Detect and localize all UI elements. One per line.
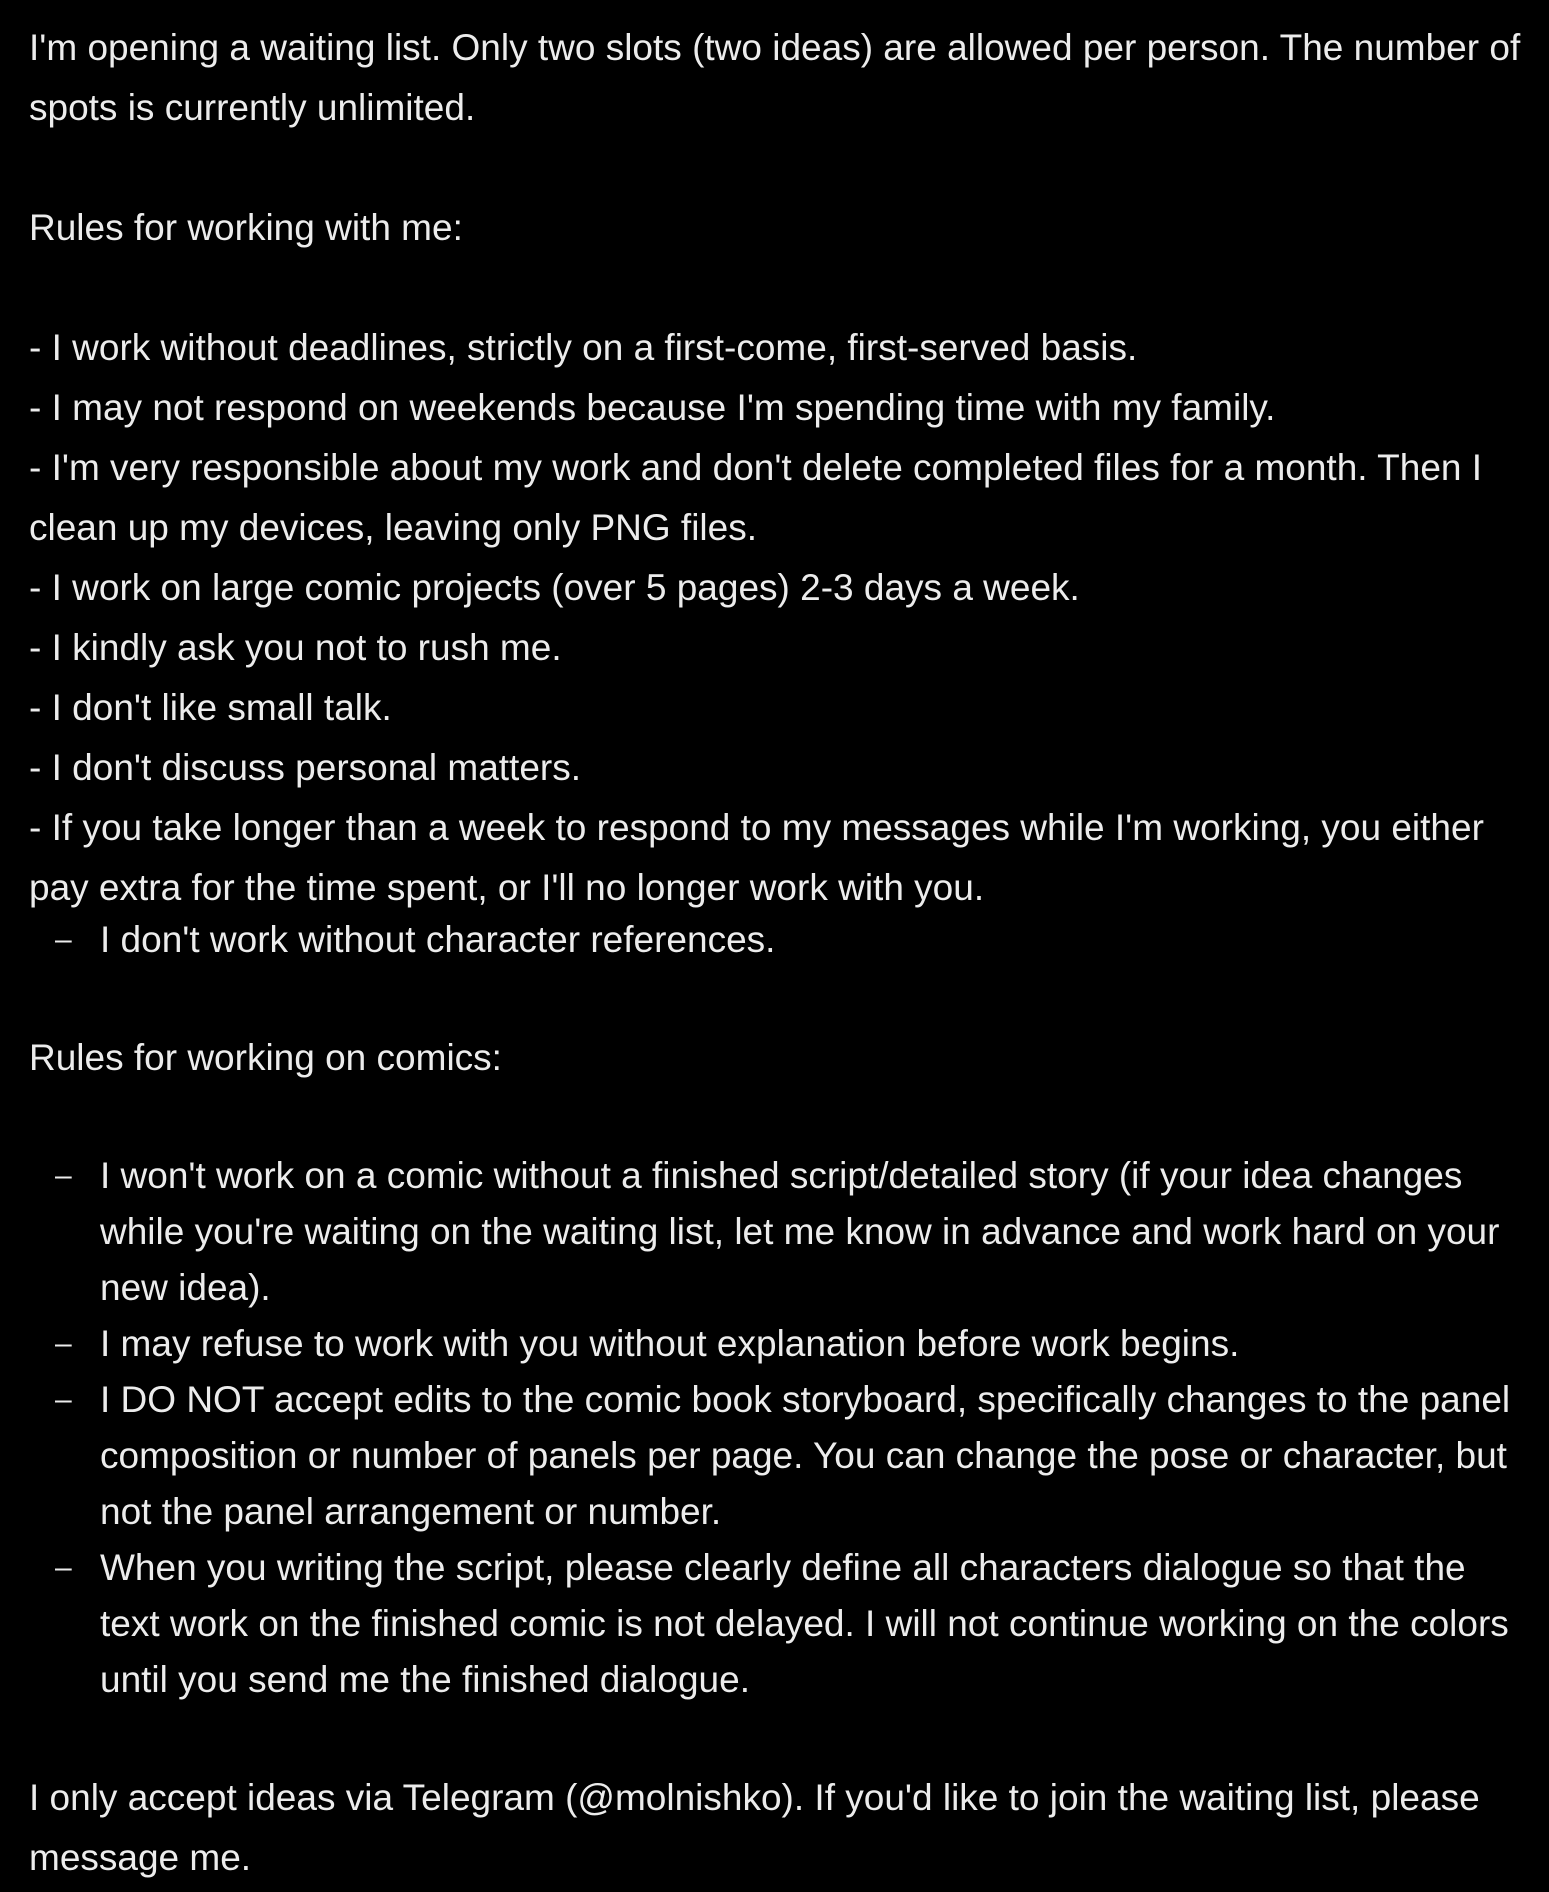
rule-item: - If you take longer than a week to respond to my messages while I'm working, you either pay extra for the time spent, or I'll no longer work with you. [29,807,1484,908]
rule-extra-item [29,912,1523,968]
spacer [29,138,1523,198]
comics-rule-text: When you writing the script, please clearly define all characters dialogue so that the text work on the finished comic is not delayed. I will not continue working on the colors until you send me the finished dialogue. [100,1547,1509,1700]
rule-item: - I kindly ask you not to rush me. [29,627,562,668]
spacer [29,258,1523,318]
spacer [29,968,1523,1028]
comics-rule-item [29,1316,1523,1372]
rules-heading: Rules for working with me: [29,207,463,248]
spacer [29,1088,1523,1148]
comics-rule-item [29,1372,1523,1540]
rule-item: - I work on large comic projects (over 5 pages) 2-3 days a week. [29,567,1080,608]
comics-rule-text: I may refuse to work with you without explanation before work begins. [100,1323,1240,1364]
comics-heading: Rules for working on comics: [29,1037,502,1078]
bullet-mark: – [55,1383,72,1416]
bullet-mark: – [55,1327,72,1360]
comics-rules-list [29,1148,1523,1708]
comics-rule-text: I won't work on a comic without a finished script/detailed story (if your idea changes while you're waiting on the waiting list, let me know in advance and work hard on your new idea). [100,1155,1500,1308]
comics-rule-text: I DO NOT accept edits to the comic book storyboard, specifically changes to the panel composition or number of panels per page. You can change the pose or character, but not the panel arrangement or number. [100,1379,1511,1532]
rule-item: - I'm very responsible about my work and don't delete completed files for a month. Then I clean up my devices, leaving only PNG files. [29,447,1483,548]
bullet-mark: – [55,1551,72,1584]
intro-paragraph: I'm opening a waiting list. Only two slots (two ideas) are allowed per person. The number of spots is currently unlimited. [29,27,1521,128]
comics-rule-item [29,1148,1523,1316]
spacer [29,1708,1523,1768]
rule-item: - I don't like small talk. [29,687,392,728]
rule-item: - I may not respond on weekends because I'm spending time with my family. [29,387,1276,428]
closing-paragraph: I only accept ideas via Telegram (@molnishko). If you'd like to join the waiting list, please message me. [29,1777,1480,1878]
rules-list [29,318,1523,918]
rule-item: - I don't discuss personal matters. [29,747,582,788]
bullet-mark: – [55,923,72,956]
rules-extra-list [29,912,1523,968]
rule-item: - I work without deadlines, strictly on a first-come, first-served basis. [29,327,1138,368]
comics-rule-item [29,1540,1523,1708]
rule-extra-text: I don't work without character references. [100,919,776,960]
bullet-mark: – [55,1159,72,1192]
